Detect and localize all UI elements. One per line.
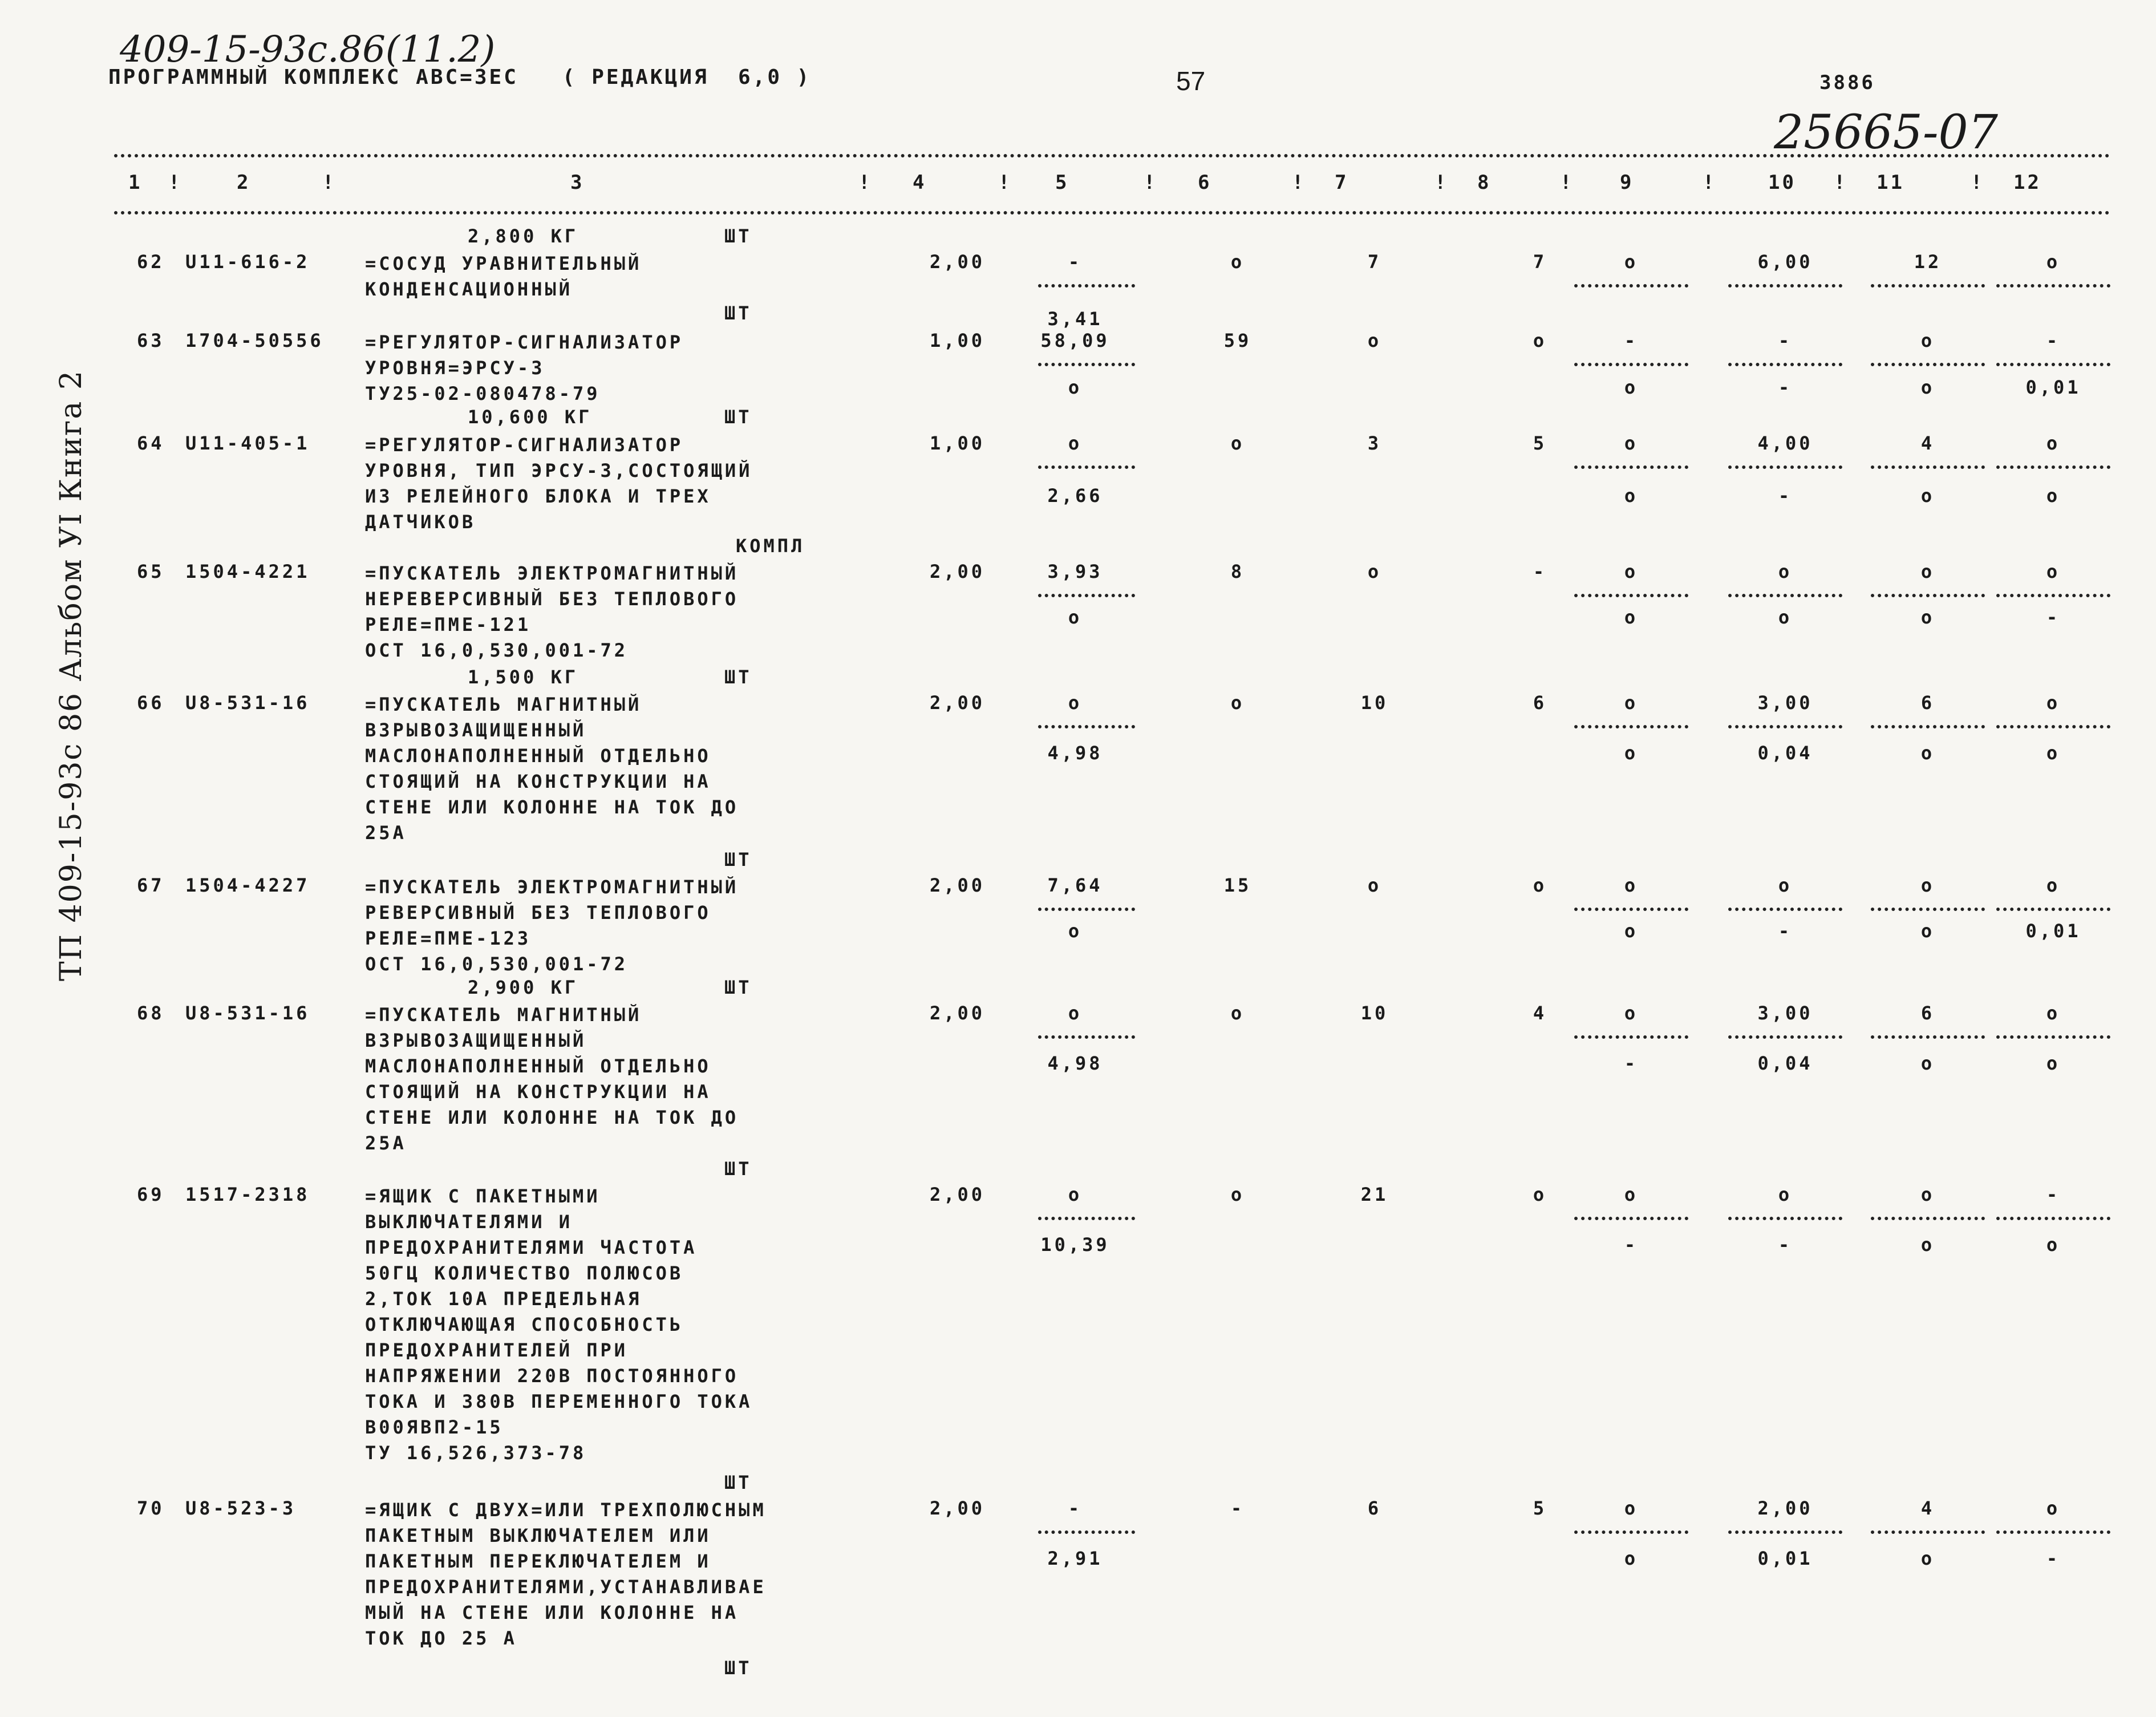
col11-value: 6 <box>1920 692 1935 714</box>
unit-label: ШТ <box>724 1472 752 1493</box>
price-code: 1504-4221 <box>185 561 310 582</box>
col12-lower-value: 0,01 <box>2025 920 2081 942</box>
column-number: 5 <box>1055 171 1069 194</box>
col10-lower-value: 0,01 <box>1757 1548 1813 1569</box>
col9-value: o <box>1624 692 1639 714</box>
divider-dots <box>1038 363 1135 366</box>
column-separator: ! <box>1292 171 1306 194</box>
column-number: 10 <box>1768 171 1796 194</box>
divider-dots <box>1038 465 1135 469</box>
col10-lower-value: - <box>1778 920 1793 942</box>
column-number: 12 <box>2013 171 2041 194</box>
col12-lower-value: o <box>2046 1234 2061 1256</box>
divider-dots <box>1871 594 1985 597</box>
column-number: 9 <box>1620 171 1634 194</box>
col12-value: o <box>2046 1002 2061 1024</box>
col5-value: 58,09 <box>1040 330 1110 351</box>
divider-dots <box>1996 1217 2110 1220</box>
col12-value: o <box>2046 874 2061 896</box>
item-name: =ПУСКАТЕЛЬ МАГНИТНЫЙ ВЗРЫВОЗАЩИЩЕННЫЙ МАСЛОНАПОЛНЕННЫЙ ОТДЕЛЬНО СТОЯЩИЙ НА КОНСТРУКЦИИ НА СТЕНЕ ИЛИ КОЛОННЕ НА ТОК ДО 25А <box>365 1004 739 1154</box>
item-name: =ПУСКАТЕЛЬ ЭЛЕКТРОМАГНИТНЫЙ НЕРЕВЕРСИВНЫЙ БЕЗ ТЕПЛОВОГО РЕЛЕ=ПМЕ-121 ОСТ 16,0,530,001-72 <box>365 562 739 661</box>
col9-lower-value: o <box>1624 606 1639 628</box>
column-separator: ! <box>858 171 873 194</box>
quantity: 1,00 <box>930 432 986 454</box>
column-separator: ! <box>168 171 183 194</box>
unit-label: ШТ <box>724 666 752 688</box>
price-code: U8-531-16 <box>185 692 310 714</box>
column-number: 3 <box>570 171 585 194</box>
column-separator: ! <box>1971 171 1985 194</box>
price-code: 1504-4227 <box>185 874 310 896</box>
weight-note: 2,800 КГ <box>468 225 579 247</box>
col7-value: 10 <box>1360 1002 1389 1024</box>
row-number: 69 <box>137 1184 165 1205</box>
col11-lower-value: o <box>1920 742 1935 764</box>
price-code: U11-405-1 <box>185 432 310 454</box>
document-number: 25665-07 <box>1774 106 1998 160</box>
unit-label: ШТ <box>724 302 752 324</box>
col9-value: o <box>1624 1184 1639 1205</box>
divider-dots <box>1574 725 1688 728</box>
col8-value: o <box>1533 874 1547 896</box>
unit-label: ШТ <box>724 1158 752 1180</box>
divider-dots <box>1871 284 1985 287</box>
row-number: 68 <box>137 1002 165 1024</box>
divider-dots <box>1038 725 1135 728</box>
col5-value: o <box>1068 432 1083 454</box>
col11-value: o <box>1920 874 1935 896</box>
divider-dots <box>1871 465 1985 469</box>
column-number: 7 <box>1335 171 1349 194</box>
quantity: 2,00 <box>930 1002 986 1024</box>
col12-lower-value: 0,01 <box>2025 376 2081 398</box>
col5-lower-value: 2,91 <box>1047 1548 1103 1569</box>
col9-lower-value: - <box>1624 1234 1639 1256</box>
col7-value: 7 <box>1367 251 1382 273</box>
quantity: 2,00 <box>930 561 986 582</box>
col11-value: 4 <box>1920 1497 1935 1519</box>
col12-value: - <box>2046 330 2061 351</box>
column-number: 4 <box>913 171 927 194</box>
divider-dots <box>1996 465 2110 469</box>
col9-lower-value: o <box>1624 485 1639 507</box>
col8-value: 7 <box>1533 251 1547 273</box>
column-separator: ! <box>1834 171 1848 194</box>
column-number: 1 <box>128 171 143 194</box>
col11-lower-value: o <box>1920 485 1935 507</box>
col10-value: 3,00 <box>1757 1002 1813 1024</box>
quantity: 2,00 <box>930 1184 986 1205</box>
col10-value: - <box>1778 330 1793 351</box>
col5-lower-value: 4,98 <box>1047 1052 1103 1074</box>
col12-lower-value: o <box>2046 485 2061 507</box>
unit-label: ШТ <box>724 406 752 428</box>
unit-label: ШТ <box>724 1657 752 1679</box>
col9-value: o <box>1624 432 1639 454</box>
col10-value: 4,00 <box>1757 432 1813 454</box>
col7-value: 3 <box>1367 432 1382 454</box>
col10-lower-value: - <box>1778 485 1793 507</box>
col11-value: 4 <box>1920 432 1935 454</box>
col11-value: o <box>1920 561 1935 582</box>
col12-lower-value: - <box>2046 1548 2061 1569</box>
col6-value: o <box>1230 251 1245 273</box>
weight-note: 1,500 КГ <box>468 666 579 688</box>
divider-dots <box>1871 363 1985 366</box>
col6-value: 15 <box>1223 874 1252 896</box>
divider-dots <box>1038 1035 1135 1039</box>
document-code: 3886 <box>1819 71 1875 94</box>
divider-dots <box>1871 908 1985 911</box>
row-number: 70 <box>137 1497 165 1519</box>
col12-value: o <box>2046 251 2061 273</box>
col6-value: o <box>1230 432 1245 454</box>
divider-dots <box>1574 1035 1688 1039</box>
col12-lower-value: o <box>2046 742 2061 764</box>
col5-lower-value: o <box>1068 376 1083 398</box>
divider-dots <box>1038 908 1135 911</box>
col6-value: 8 <box>1230 561 1245 582</box>
column-separator: ! <box>998 171 1012 194</box>
divider-dots <box>1038 594 1135 597</box>
col7-value: 6 <box>1367 1497 1382 1519</box>
col12-lower-value: - <box>2046 606 2061 628</box>
divider-dots <box>1038 1217 1135 1220</box>
col6-value: o <box>1230 1184 1245 1205</box>
header-top-rule <box>114 154 2110 157</box>
col11-lower-value: o <box>1920 376 1935 398</box>
col5-value: o <box>1068 692 1083 714</box>
col11-lower-value: o <box>1920 606 1935 628</box>
unit-label: ШТ <box>724 977 752 998</box>
col11-lower-value: o <box>1920 920 1935 942</box>
col5-value: - <box>1068 251 1083 273</box>
divider-dots <box>1574 908 1688 911</box>
divider-dots <box>1996 363 2110 366</box>
col5-lower-value: o <box>1068 606 1083 628</box>
col7-value: o <box>1367 330 1382 351</box>
column-number: 2 <box>237 171 251 194</box>
col5-value: o <box>1068 1002 1083 1024</box>
col6-value: o <box>1230 1002 1245 1024</box>
col7-value: o <box>1367 561 1382 582</box>
col10-lower-value: - <box>1778 1234 1793 1256</box>
unit-label: ШТ <box>724 225 752 247</box>
album-side-label: ТП 409-15-93с 86 Альбом УI Книга 2 <box>54 369 88 981</box>
price-code: 1704-50556 <box>185 330 324 351</box>
col8-value: 5 <box>1533 1497 1547 1519</box>
divider-dots <box>1728 1217 1842 1220</box>
column-separator: ! <box>1703 171 1717 194</box>
col12-value: - <box>2046 1184 2061 1205</box>
quantity: 2,00 <box>930 874 986 896</box>
handwritten-reference: 409-15-93c.86(11.2) <box>120 29 496 71</box>
col8-value: o <box>1533 330 1547 351</box>
divider-dots <box>1996 1530 2110 1534</box>
col6-value: 59 <box>1223 330 1252 351</box>
item-name: =ЯЩИК С ПАКЕТНЫМИ ВЫКЛЮЧАТЕЛЯМИ И ПРЕДОХРАНИТЕЛЯМИ ЧАСТОТА 50ГЦ КОЛИЧЕСТВО ПОЛЮСОВ 2,ТОК 10А ПРЕДЕЛЬНАЯ ОТКЛЮЧАЮЩАЯ СПОСОБНОСТЬ ПРЕДОХРАНИТЕЛЕЙ ПРИ НАПРЯЖЕНИИ 220В ПОСТОЯННОГО ТОКА И 380В ПЕРЕМЕННОГО ТОКА В00ЯВП2-15 ТУ 16,526,373-78 <box>365 1185 753 1464</box>
col10-value: 2,00 <box>1757 1497 1813 1519</box>
column-separator: ! <box>1144 171 1158 194</box>
col5-value: 7,64 <box>1047 874 1103 896</box>
col9-value: o <box>1624 1002 1639 1024</box>
unit-label: КОМПЛ <box>736 535 805 557</box>
item-name: =СОСУД УРАВНИТЕЛЬНЫЙ КОНДЕНСАЦИОННЫЙ <box>365 253 642 300</box>
divider-dots <box>1871 1530 1985 1534</box>
quantity: 1,00 <box>930 330 986 351</box>
divider-dots <box>1728 363 1842 366</box>
col7-value: o <box>1367 874 1382 896</box>
col11-value: o <box>1920 330 1935 351</box>
divider-dots <box>1871 725 1985 728</box>
divider-dots <box>1996 284 2110 287</box>
col5-lower-value: 4,98 <box>1047 742 1103 764</box>
col10-value: 6,00 <box>1757 251 1813 273</box>
divider-dots <box>1728 594 1842 597</box>
divider-dots <box>1728 908 1842 911</box>
row-number: 65 <box>137 561 165 582</box>
col6-value: - <box>1230 1497 1245 1519</box>
col12-value: o <box>2046 1497 2061 1519</box>
col10-value: o <box>1778 874 1793 896</box>
col12-value: o <box>2046 432 2061 454</box>
divider-dots <box>1728 1530 1842 1534</box>
divider-dots <box>1574 1530 1688 1534</box>
divider-dots <box>1574 363 1688 366</box>
col10-lower-value: - <box>1778 376 1793 398</box>
col5-lower-value: o <box>1068 920 1083 942</box>
col8-value: 6 <box>1533 692 1547 714</box>
divider-dots <box>1038 284 1135 287</box>
row-number: 66 <box>137 692 165 714</box>
divider-dots <box>1996 725 2110 728</box>
unit-label: ШТ <box>724 849 752 870</box>
divider-dots <box>1574 594 1688 597</box>
col11-value: 12 <box>1914 251 1942 273</box>
col5-lower-value: 10,39 <box>1040 1234 1110 1256</box>
column-separator: ! <box>322 171 337 194</box>
row-number: 62 <box>137 251 165 273</box>
col5-value: - <box>1068 1497 1083 1519</box>
col10-value: o <box>1778 561 1793 582</box>
col10-value: 3,00 <box>1757 692 1813 714</box>
weight-note: 10,600 КГ <box>468 406 593 428</box>
col8-value: 5 <box>1533 432 1547 454</box>
program-header: ПРОГРАММНЫЙ КОМПЛЕКС АВС=ЗЕС ( РЕДАКЦИЯ 6,0 ) <box>108 66 812 89</box>
col9-lower-value: o <box>1624 1548 1639 1569</box>
col7-value: 21 <box>1360 1184 1389 1205</box>
price-code: U8-523-3 <box>185 1497 297 1519</box>
divider-dots <box>1728 725 1842 728</box>
divider-dots <box>1574 465 1688 469</box>
divider-dots <box>1871 1217 1985 1220</box>
divider-dots <box>1871 1035 1985 1039</box>
col9-lower-value: o <box>1624 920 1639 942</box>
col9-value: o <box>1624 1497 1639 1519</box>
col11-lower-value: o <box>1920 1052 1935 1074</box>
col9-value: o <box>1624 561 1639 582</box>
col5-value: o <box>1068 1184 1083 1205</box>
quantity: 2,00 <box>930 692 986 714</box>
col10-lower-value: 0,04 <box>1757 742 1813 764</box>
row-number: 64 <box>137 432 165 454</box>
divider-dots <box>1574 1217 1688 1220</box>
price-code: 1517-2318 <box>185 1184 310 1205</box>
col8-value: o <box>1533 1184 1547 1205</box>
col12-lower-value: o <box>2046 1052 2061 1074</box>
price-code: U8-531-16 <box>185 1002 310 1024</box>
price-code: U11-616-2 <box>185 251 310 273</box>
col11-value: 6 <box>1920 1002 1935 1024</box>
divider-dots <box>1038 1530 1135 1534</box>
col12-value: o <box>2046 561 2061 582</box>
col9-lower-value: o <box>1624 742 1639 764</box>
divider-dots <box>1728 465 1842 469</box>
item-name: =ПУСКАТЕЛЬ ЭЛЕКТРОМАГНИТНЫЙ РЕВЕРСИВНЫЙ БЕЗ ТЕПЛОВОГО РЕЛЕ=ПМЕ-123 ОСТ 16,0,530,001-72 <box>365 876 739 975</box>
quantity: 2,00 <box>930 1497 986 1519</box>
row-number: 67 <box>137 874 165 896</box>
col8-value: - <box>1533 561 1547 582</box>
col9-value: o <box>1624 874 1639 896</box>
divider-dots <box>1996 908 2110 911</box>
quantity: 2,00 <box>930 251 986 273</box>
item-name: =ПУСКАТЕЛЬ МАГНИТНЫЙ ВЗРЫВОЗАЩИЩЕННЫЙ МАСЛОНАПОЛНЕННЫЙ ОТДЕЛЬНО СТОЯЩИЙ НА КОНСТРУКЦИИ НА СТЕНЕ ИЛИ КОЛОННЕ НА ТОК ДО 25А <box>365 694 739 844</box>
col10-lower-value: o <box>1778 606 1793 628</box>
col9-lower-value: o <box>1624 376 1639 398</box>
col10-lower-value: 0,04 <box>1757 1052 1813 1074</box>
column-number: 11 <box>1877 171 1904 194</box>
divider-dots <box>1996 594 2110 597</box>
col7-value: 10 <box>1360 692 1389 714</box>
col10-value: o <box>1778 1184 1793 1205</box>
col9-value: - <box>1624 330 1639 351</box>
col9-value: o <box>1624 251 1639 273</box>
row-number: 63 <box>137 330 165 351</box>
col12-value: o <box>2046 692 2061 714</box>
item-name: =РЕГУЛЯТОР-СИГНАЛИЗАТОР УРОВНЯ, ТИП ЭРСУ-3,СОСТОЯЩИЙ ИЗ РЕЛЕЙНОГО БЛОКА И ТРЕХ ДАТЧИКОВ <box>365 434 753 533</box>
col5-lower-value: 2,66 <box>1047 485 1103 507</box>
col5-value: 3,93 <box>1047 561 1103 582</box>
item-name: =РЕГУЛЯТОР-СИГНАЛИЗАТОР УРОВНЯ=ЭРСУ-3 ТУ25-02-080478-79 <box>365 331 684 404</box>
col11-value: o <box>1920 1184 1935 1205</box>
divider-dots <box>1728 1035 1842 1039</box>
weight-note: 2,900 КГ <box>468 977 579 998</box>
column-separator: ! <box>1560 171 1574 194</box>
column-number: 6 <box>1198 171 1212 194</box>
col5-pre-value: 3,41 <box>1047 308 1103 330</box>
page-number: 57 <box>1176 66 1206 96</box>
col9-lower-value: - <box>1624 1052 1639 1074</box>
col11-lower-value: o <box>1920 1548 1935 1569</box>
column-separator: ! <box>1434 171 1449 194</box>
column-number: 8 <box>1477 171 1492 194</box>
col11-lower-value: o <box>1920 1234 1935 1256</box>
col8-value: 4 <box>1533 1002 1547 1024</box>
divider-dots <box>1996 1035 2110 1039</box>
divider-dots <box>1574 284 1688 287</box>
header-bottom-rule <box>114 211 2110 214</box>
col6-value: o <box>1230 692 1245 714</box>
divider-dots <box>1728 284 1842 287</box>
item-name: =ЯЩИК С ДВУХ=ИЛИ ТРЕХПОЛЮСНЫМ ПАКЕТНЫМ ВЫКЛЮЧАТЕЛЕМ ИЛИ ПАКЕТНЫМ ПЕРЕКЛЮЧАТЕЛЕМ И ПРЕДОХРАНИТЕЛЯМИ,УСТАНАВЛИВАЕ МЫЙ НА СТЕНЕ ИЛИ КОЛОННЕ НА ТОК ДО 25 А <box>365 1499 767 1649</box>
